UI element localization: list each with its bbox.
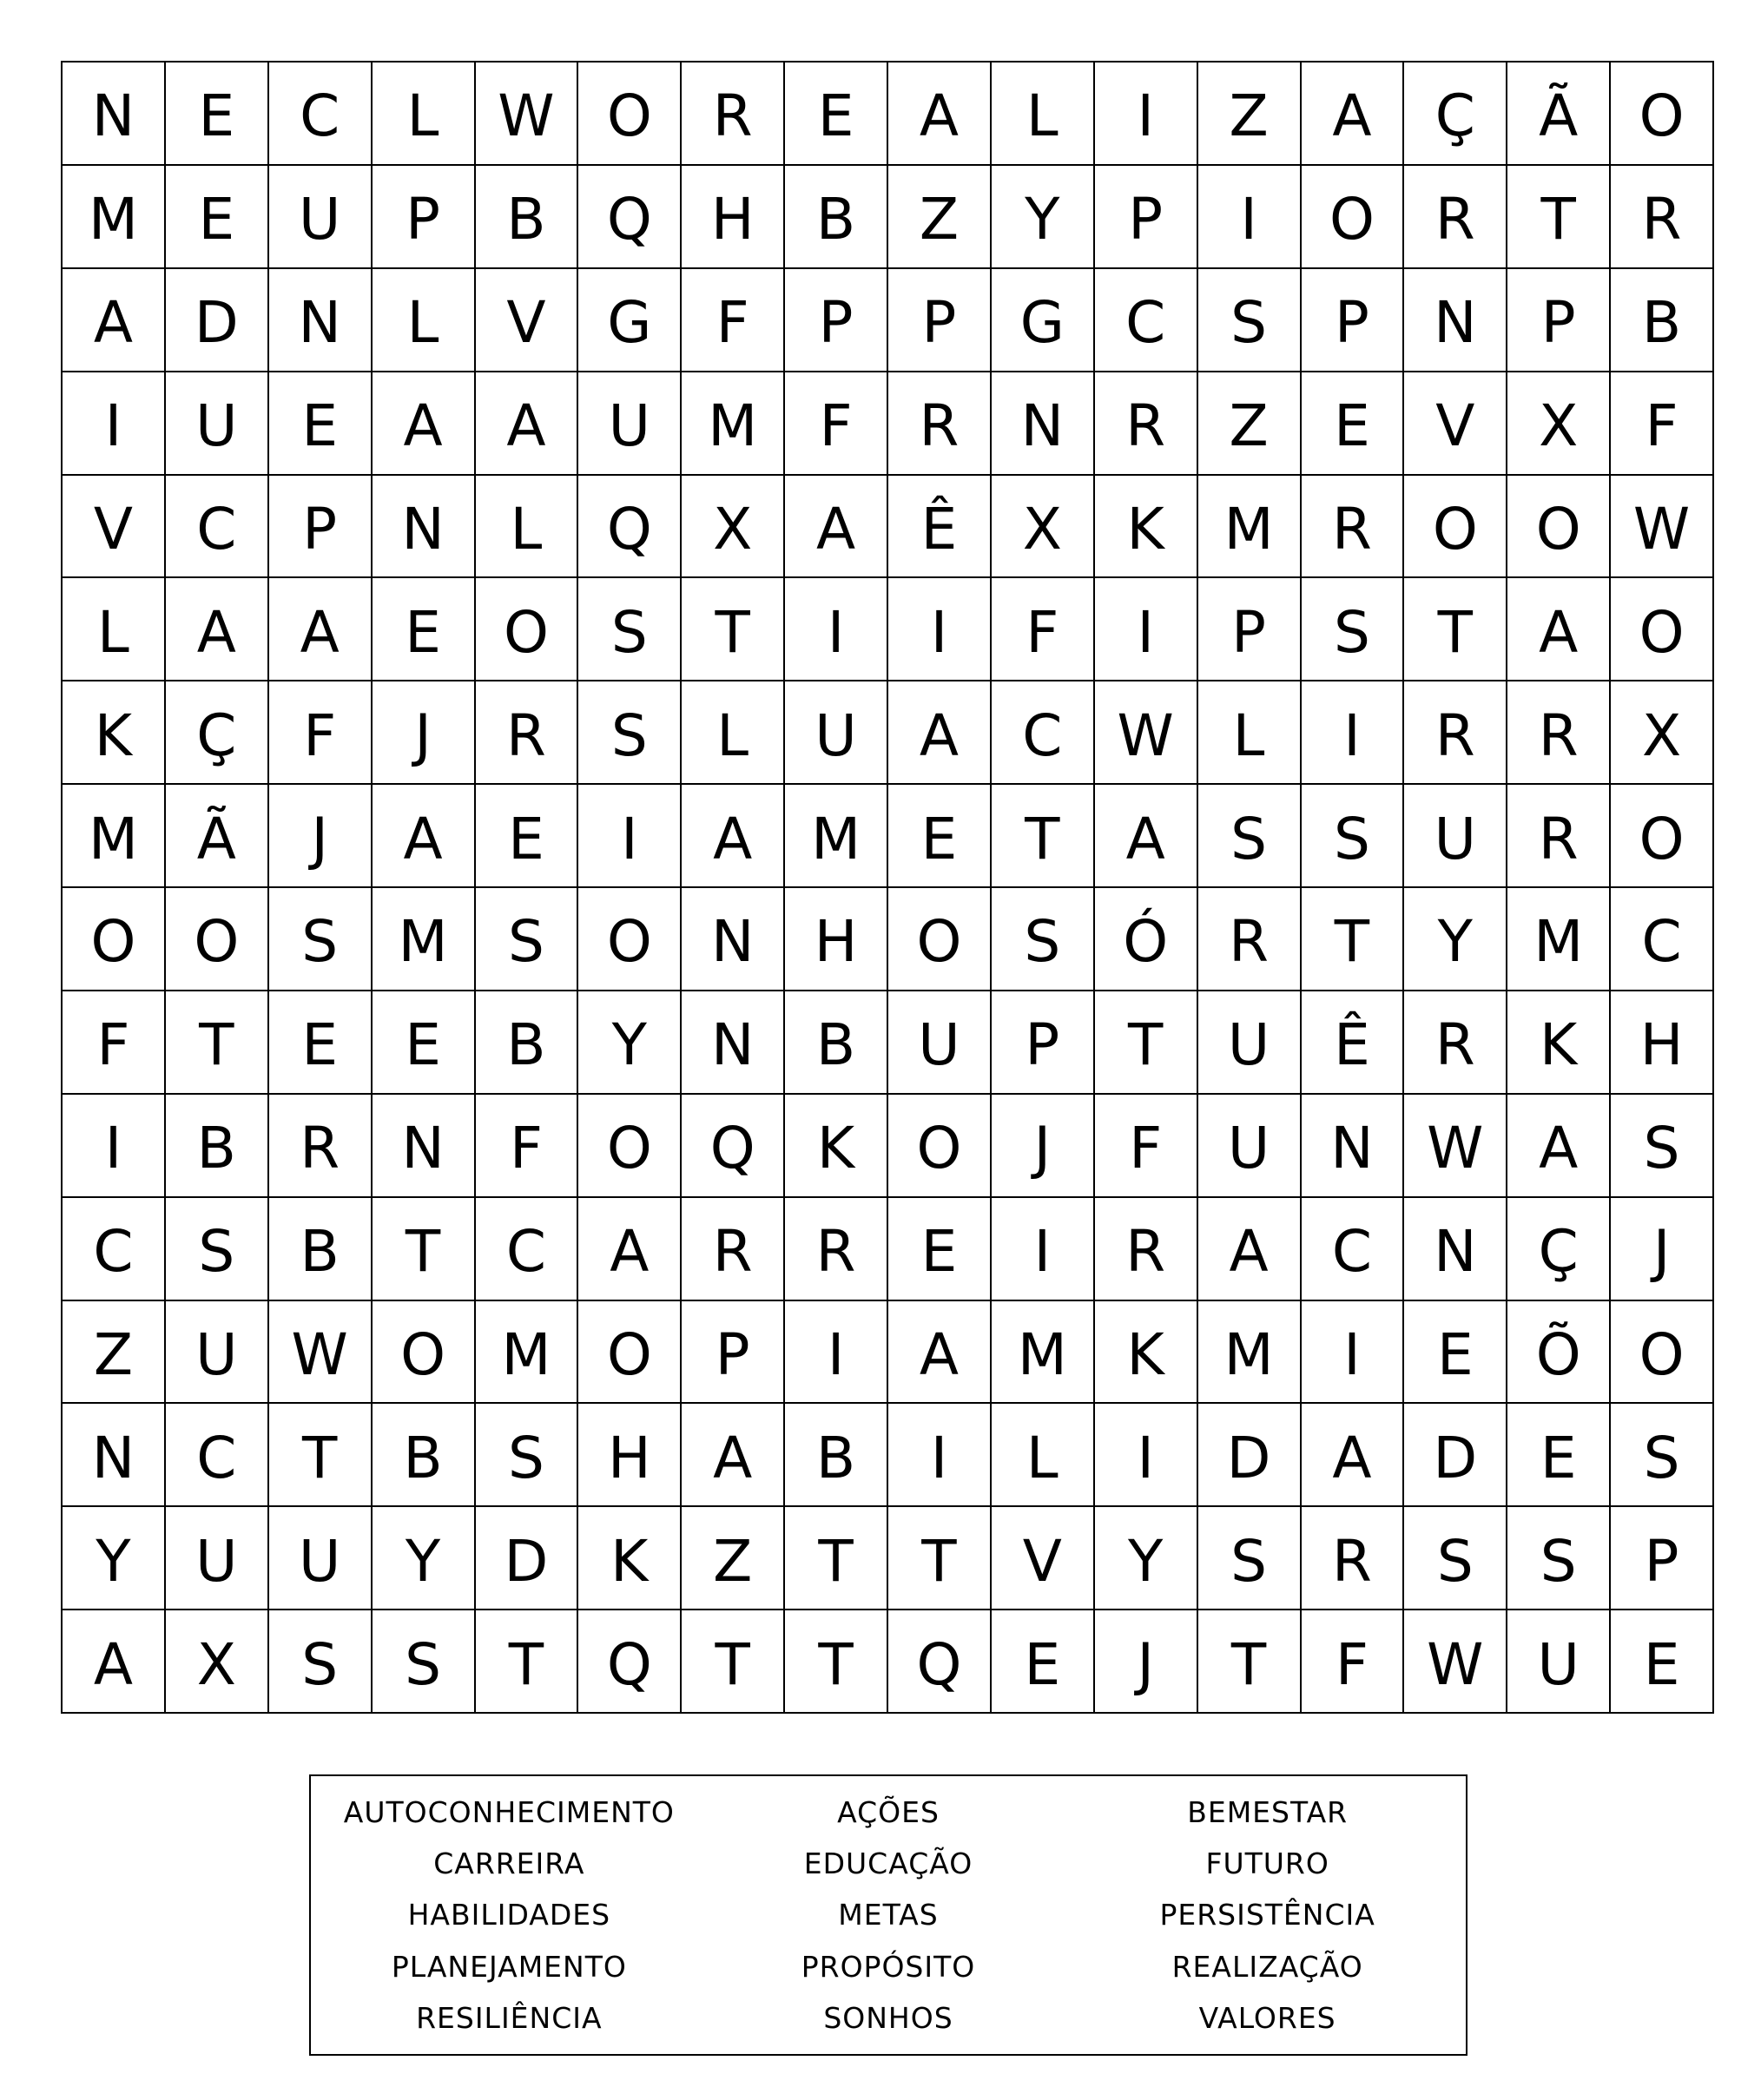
- grid-cell[interactable]: Q: [578, 166, 682, 269]
- grid-cell[interactable]: S: [1198, 1507, 1302, 1610]
- grid-cell[interactable]: I: [785, 578, 888, 681]
- grid-cell[interactable]: Ç: [1507, 1198, 1611, 1301]
- grid-cell[interactable]: M: [1198, 1301, 1302, 1405]
- grid-cell[interactable]: I: [1302, 1301, 1405, 1405]
- grid-cell[interactable]: W: [1404, 1610, 1507, 1714]
- grid-cell[interactable]: F: [1611, 372, 1714, 476]
- grid-cell[interactable]: B: [166, 1095, 269, 1198]
- grid-cell[interactable]: A: [63, 1610, 166, 1714]
- grid-cell[interactable]: L: [992, 63, 1095, 166]
- grid-cell[interactable]: P: [269, 476, 373, 579]
- word-bank-item: RESILIÊNCIA: [416, 2000, 603, 2035]
- grid-cell[interactable]: R: [1404, 681, 1507, 785]
- grid-cell[interactable]: R: [785, 1198, 888, 1301]
- word-bank-item: FUTURO: [1205, 1847, 1329, 1881]
- grid-cell[interactable]: A: [888, 63, 992, 166]
- grid-cell[interactable]: F: [63, 991, 166, 1095]
- grid-cell[interactable]: N: [1302, 1095, 1405, 1198]
- grid-cell[interactable]: H: [1611, 991, 1714, 1095]
- grid-cell[interactable]: A: [1302, 63, 1405, 166]
- grid-cell[interactable]: A: [888, 681, 992, 785]
- grid-cell[interactable]: E: [269, 372, 373, 476]
- grid-cell[interactable]: T: [1507, 166, 1611, 269]
- grid-cell[interactable]: T: [1302, 888, 1405, 991]
- word-bank-item: EDUCAÇÃO: [803, 1847, 973, 1881]
- grid-cell[interactable]: Q: [888, 1610, 992, 1714]
- grid-cell[interactable]: R: [1507, 681, 1611, 785]
- grid-cell[interactable]: Z: [888, 166, 992, 269]
- grid-cell[interactable]: T: [269, 1404, 373, 1507]
- grid-cell[interactable]: R: [1198, 888, 1302, 991]
- grid-cell[interactable]: E: [1507, 1404, 1611, 1507]
- grid-cell[interactable]: H: [578, 1404, 682, 1507]
- grid-cell[interactable]: N: [1404, 269, 1507, 372]
- grid-cell[interactable]: O: [1507, 476, 1611, 579]
- grid-cell[interactable]: T: [992, 785, 1095, 888]
- grid-cell[interactable]: E: [1302, 372, 1405, 476]
- grid-cell[interactable]: O: [166, 888, 269, 991]
- grid-cell[interactable]: U: [1507, 1610, 1611, 1714]
- grid-cell[interactable]: L: [373, 63, 476, 166]
- grid-cell[interactable]: J: [373, 681, 476, 785]
- grid-cell[interactable]: A: [1302, 1404, 1405, 1507]
- grid-cell[interactable]: A: [1507, 578, 1611, 681]
- grid-cell[interactable]: T: [373, 1198, 476, 1301]
- grid-cell[interactable]: Ã: [166, 785, 269, 888]
- grid-cell[interactable]: A: [63, 269, 166, 372]
- grid-cell[interactable]: M: [373, 888, 476, 991]
- grid-cell[interactable]: D: [166, 269, 269, 372]
- grid-cell[interactable]: B: [476, 166, 579, 269]
- grid-cell[interactable]: A: [682, 785, 785, 888]
- grid-cell[interactable]: O: [1302, 166, 1405, 269]
- grid-cell[interactable]: B: [269, 1198, 373, 1301]
- grid-cell[interactable]: Ó: [1095, 888, 1198, 991]
- grid-cell[interactable]: Y: [578, 991, 682, 1095]
- grid-cell[interactable]: Z: [682, 1507, 785, 1610]
- grid-cell[interactable]: U: [785, 681, 888, 785]
- grid-cell[interactable]: S: [992, 888, 1095, 991]
- grid-cell[interactable]: A: [269, 578, 373, 681]
- grid-cell[interactable]: U: [888, 991, 992, 1095]
- word-bank-item: HABILIDADES: [407, 1898, 611, 1932]
- grid-cell[interactable]: S: [1198, 269, 1302, 372]
- grid-cell[interactable]: B: [373, 1404, 476, 1507]
- grid-cell[interactable]: E: [269, 991, 373, 1095]
- grid-cell[interactable]: X: [682, 476, 785, 579]
- grid-cell[interactable]: S: [1198, 785, 1302, 888]
- grid-cell[interactable]: O: [578, 1301, 682, 1405]
- word-search-grid: [61, 61, 1714, 1714]
- grid-cell[interactable]: U: [1198, 991, 1302, 1095]
- grid-cell[interactable]: E: [785, 63, 888, 166]
- grid-cell[interactable]: R: [1404, 166, 1507, 269]
- grid-cell[interactable]: W: [1404, 1095, 1507, 1198]
- grid-cell[interactable]: K: [1095, 476, 1198, 579]
- grid-cell[interactable]: R: [1507, 785, 1611, 888]
- grid-cell[interactable]: E: [992, 1610, 1095, 1714]
- grid-cell[interactable]: T: [888, 1507, 992, 1610]
- grid-cell[interactable]: L: [992, 1404, 1095, 1507]
- grid-cell[interactable]: M: [476, 1301, 579, 1405]
- grid-cell[interactable]: W: [1611, 476, 1714, 579]
- grid-cell[interactable]: B: [476, 991, 579, 1095]
- grid-cell[interactable]: M: [63, 785, 166, 888]
- grid-cell[interactable]: E: [1611, 1610, 1714, 1714]
- grid-cell[interactable]: U: [1198, 1095, 1302, 1198]
- grid-cell[interactable]: R: [1404, 991, 1507, 1095]
- grid-cell[interactable]: M: [785, 785, 888, 888]
- word-bank-item: PERSISTÊNCIA: [1159, 1898, 1375, 1932]
- grid-cell[interactable]: M: [1198, 476, 1302, 579]
- grid-cell[interactable]: O: [888, 888, 992, 991]
- grid-cell[interactable]: Q: [578, 1610, 682, 1714]
- grid-cell[interactable]: I: [63, 1095, 166, 1198]
- grid-cell[interactable]: G: [578, 269, 682, 372]
- grid-cell[interactable]: P: [1198, 578, 1302, 681]
- grid-cell[interactable]: D: [476, 1507, 579, 1610]
- grid-cell[interactable]: N: [1404, 1198, 1507, 1301]
- word-bank-item: PROPÓSITO: [801, 1949, 976, 1984]
- grid-cell[interactable]: S: [373, 1610, 476, 1714]
- grid-cell[interactable]: S: [1302, 578, 1405, 681]
- grid-cell[interactable]: O: [578, 1095, 682, 1198]
- grid-cell[interactable]: S: [269, 888, 373, 991]
- grid-cell[interactable]: O: [578, 888, 682, 991]
- grid-cell[interactable]: A: [888, 1301, 992, 1405]
- grid-cell[interactable]: P: [992, 991, 1095, 1095]
- grid-cell[interactable]: K: [1507, 991, 1611, 1095]
- grid-cell[interactable]: P: [785, 269, 888, 372]
- grid-cell[interactable]: D: [1198, 1404, 1302, 1507]
- grid-cell[interactable]: N: [992, 372, 1095, 476]
- grid-cell[interactable]: A: [373, 372, 476, 476]
- grid-cell[interactable]: Q: [682, 1095, 785, 1198]
- grid-cell[interactable]: Z: [1198, 372, 1302, 476]
- grid-cell[interactable]: C: [63, 1198, 166, 1301]
- grid-cell[interactable]: B: [785, 1404, 888, 1507]
- grid-cell[interactable]: X: [166, 1610, 269, 1714]
- grid-cell[interactable]: I: [785, 1301, 888, 1405]
- grid-cell[interactable]: N: [682, 991, 785, 1095]
- grid-cell[interactable]: U: [166, 1301, 269, 1405]
- grid-cell[interactable]: U: [166, 372, 269, 476]
- grid-cell[interactable]: F: [269, 681, 373, 785]
- grid-cell[interactable]: X: [992, 476, 1095, 579]
- grid-cell[interactable]: J: [992, 1095, 1095, 1198]
- grid-cell[interactable]: S: [1611, 1095, 1714, 1198]
- grid-cell[interactable]: O: [63, 888, 166, 991]
- grid-cell[interactable]: E: [373, 991, 476, 1095]
- grid-cell[interactable]: N: [63, 63, 166, 166]
- grid-cell[interactable]: S: [476, 1404, 579, 1507]
- grid-cell[interactable]: A: [578, 1198, 682, 1301]
- grid-cell[interactable]: I: [63, 372, 166, 476]
- grid-cell[interactable]: O: [1404, 476, 1507, 579]
- grid-cell[interactable]: W: [269, 1301, 373, 1405]
- grid-cell[interactable]: M: [682, 372, 785, 476]
- grid-cell[interactable]: R: [888, 372, 992, 476]
- grid-cell[interactable]: O: [373, 1301, 476, 1405]
- word-bank-item: AUTOCONHECIMENTO: [343, 1795, 675, 1830]
- grid-cell[interactable]: R: [1611, 166, 1714, 269]
- grid-cell[interactable]: U: [269, 166, 373, 269]
- grid-cell[interactable]: O: [578, 63, 682, 166]
- grid-cell[interactable]: S: [578, 681, 682, 785]
- grid-cell[interactable]: J: [1095, 1610, 1198, 1714]
- grid-cell[interactable]: C: [166, 1404, 269, 1507]
- grid-cell[interactable]: S: [476, 888, 579, 991]
- grid-cell[interactable]: C: [992, 681, 1095, 785]
- grid-cell[interactable]: K: [578, 1507, 682, 1610]
- grid-cell[interactable]: K: [785, 1095, 888, 1198]
- grid-cell[interactable]: I: [1302, 681, 1405, 785]
- grid-cell[interactable]: F: [682, 269, 785, 372]
- grid-cell[interactable]: F: [1095, 1095, 1198, 1198]
- grid-cell[interactable]: F: [1302, 1610, 1405, 1714]
- grid-cell[interactable]: P: [682, 1301, 785, 1405]
- grid-cell[interactable]: W: [1095, 681, 1198, 785]
- grid-cell[interactable]: Y: [373, 1507, 476, 1610]
- grid-cell[interactable]: S: [1611, 1404, 1714, 1507]
- grid-cell[interactable]: Ç: [1404, 63, 1507, 166]
- grid-cell[interactable]: T: [1095, 991, 1198, 1095]
- grid-cell[interactable]: I: [1095, 63, 1198, 166]
- grid-cell[interactable]: E: [888, 785, 992, 888]
- grid-cell[interactable]: Z: [1198, 63, 1302, 166]
- grid-cell[interactable]: Ã: [1507, 63, 1611, 166]
- grid-cell[interactable]: I: [578, 785, 682, 888]
- grid-cell[interactable]: B: [785, 166, 888, 269]
- word-bank: [309, 1774, 1468, 2056]
- grid-cell[interactable]: Q: [578, 476, 682, 579]
- grid-cell[interactable]: L: [476, 476, 579, 579]
- grid-cell[interactable]: F: [476, 1095, 579, 1198]
- grid-cell[interactable]: C: [166, 476, 269, 579]
- word-bank-item: METAS: [838, 1898, 939, 1932]
- grid-cell[interactable]: O: [1611, 578, 1714, 681]
- grid-cell[interactable]: A: [373, 785, 476, 888]
- grid-cell[interactable]: T: [682, 1610, 785, 1714]
- grid-cell[interactable]: S: [1507, 1507, 1611, 1610]
- grid-cell[interactable]: M: [992, 1301, 1095, 1405]
- grid-cell[interactable]: C: [269, 63, 373, 166]
- grid-cell[interactable]: Ê: [1302, 991, 1405, 1095]
- word-bank-item: PLANEJAMENTO: [391, 1949, 627, 1984]
- grid-cell[interactable]: O: [1611, 785, 1714, 888]
- grid-cell[interactable]: R: [1095, 1198, 1198, 1301]
- word-bank-item: REALIZAÇÃO: [1171, 1949, 1363, 1984]
- grid-cell[interactable]: I: [992, 1198, 1095, 1301]
- grid-cell[interactable]: E: [373, 578, 476, 681]
- grid-cell[interactable]: Y: [63, 1507, 166, 1610]
- grid-cell[interactable]: S: [1404, 1507, 1507, 1610]
- grid-cell[interactable]: R: [476, 681, 579, 785]
- word-bank-item: SONHOS: [823, 2000, 953, 2035]
- grid-cell[interactable]: C: [476, 1198, 579, 1301]
- grid-cell[interactable]: C: [1611, 888, 1714, 991]
- grid-cell[interactable]: B: [1611, 269, 1714, 372]
- word-bank-item: VALORES: [1198, 2000, 1336, 2035]
- grid-cell[interactable]: L: [373, 269, 476, 372]
- grid-cell[interactable]: U: [1404, 785, 1507, 888]
- grid-cell[interactable]: S: [166, 1198, 269, 1301]
- grid-cell[interactable]: Y: [992, 166, 1095, 269]
- grid-cell[interactable]: R: [1095, 372, 1198, 476]
- grid-cell[interactable]: N: [63, 1404, 166, 1507]
- grid-cell[interactable]: I: [888, 578, 992, 681]
- grid-cell[interactable]: O: [476, 578, 579, 681]
- grid-cell[interactable]: I: [1095, 1404, 1198, 1507]
- grid-cell[interactable]: P: [1302, 269, 1405, 372]
- grid-cell[interactable]: J: [1611, 1198, 1714, 1301]
- grid-cell[interactable]: I: [1095, 578, 1198, 681]
- grid-cell[interactable]: A: [785, 476, 888, 579]
- grid-cell[interactable]: U: [166, 1507, 269, 1610]
- grid-cell[interactable]: I: [1198, 166, 1302, 269]
- grid-cell[interactable]: O: [1611, 1301, 1714, 1405]
- grid-cell[interactable]: O: [888, 1095, 992, 1198]
- grid-cell[interactable]: F: [785, 372, 888, 476]
- grid-cell[interactable]: Ç: [166, 681, 269, 785]
- grid-cell[interactable]: A: [166, 578, 269, 681]
- word-bank-item: CARREIRA: [433, 1847, 585, 1881]
- grid-cell[interactable]: U: [578, 372, 682, 476]
- grid-cell[interactable]: I: [888, 1404, 992, 1507]
- grid-cell[interactable]: A: [682, 1404, 785, 1507]
- grid-cell[interactable]: N: [682, 888, 785, 991]
- grid-cell[interactable]: T: [166, 991, 269, 1095]
- grid-cell[interactable]: T: [1404, 578, 1507, 681]
- grid-cell[interactable]: W: [476, 63, 579, 166]
- grid-cell[interactable]: S: [578, 578, 682, 681]
- grid-cell[interactable]: P: [1507, 269, 1611, 372]
- grid-cell[interactable]: Y: [1095, 1507, 1198, 1610]
- grid-cell[interactable]: T: [785, 1610, 888, 1714]
- grid-cell[interactable]: P: [888, 269, 992, 372]
- grid-cell[interactable]: E: [476, 785, 579, 888]
- grid-cell[interactable]: N: [269, 269, 373, 372]
- grid-cell[interactable]: N: [373, 476, 476, 579]
- grid-cell[interactable]: R: [269, 1095, 373, 1198]
- grid-cell[interactable]: L: [682, 681, 785, 785]
- grid-cell[interactable]: A: [476, 372, 579, 476]
- grid-cell[interactable]: Õ: [1507, 1301, 1611, 1405]
- grid-cell[interactable]: R: [682, 1198, 785, 1301]
- grid-cell[interactable]: P: [1611, 1507, 1714, 1610]
- grid-cell[interactable]: T: [476, 1610, 579, 1714]
- grid-cell[interactable]: H: [785, 888, 888, 991]
- grid-cell[interactable]: V: [63, 476, 166, 579]
- grid-cell[interactable]: P: [373, 166, 476, 269]
- grid-cell[interactable]: E: [888, 1198, 992, 1301]
- word-bank-item: AÇÕES: [837, 1795, 940, 1830]
- grid-cell[interactable]: T: [1198, 1610, 1302, 1714]
- grid-cell[interactable]: A: [1198, 1198, 1302, 1301]
- grid-cell[interactable]: P: [1095, 166, 1198, 269]
- grid-cell[interactable]: S: [1302, 785, 1405, 888]
- grid-cell[interactable]: R: [682, 63, 785, 166]
- grid-cell[interactable]: U: [269, 1507, 373, 1610]
- grid-cell[interactable]: V: [1404, 372, 1507, 476]
- grid-cell[interactable]: L: [63, 578, 166, 681]
- grid-cell[interactable]: Ê: [888, 476, 992, 579]
- grid-cell[interactable]: R: [1302, 1507, 1405, 1610]
- grid-cell[interactable]: M: [1507, 888, 1611, 991]
- grid-cell[interactable]: X: [1611, 681, 1714, 785]
- grid-cell[interactable]: F: [992, 578, 1095, 681]
- grid-cell[interactable]: Y: [1404, 888, 1507, 991]
- grid-cell[interactable]: A: [1507, 1095, 1611, 1198]
- grid-cell[interactable]: C: [1095, 269, 1198, 372]
- grid-cell[interactable]: A: [1095, 785, 1198, 888]
- grid-cell[interactable]: O: [1611, 63, 1714, 166]
- grid-cell[interactable]: L: [1198, 681, 1302, 785]
- grid-cell[interactable]: V: [476, 269, 579, 372]
- grid-cell[interactable]: T: [682, 578, 785, 681]
- word-bank-item: BEMESTAR: [1187, 1795, 1349, 1830]
- grid-cell[interactable]: D: [1404, 1404, 1507, 1507]
- grid-cell[interactable]: T: [785, 1507, 888, 1610]
- grid-cell[interactable]: N: [373, 1095, 476, 1198]
- grid-cell[interactable]: C: [1302, 1198, 1405, 1301]
- grid-cell[interactable]: V: [992, 1507, 1095, 1610]
- grid-cell[interactable]: E: [166, 63, 269, 166]
- grid-cell[interactable]: R: [1302, 476, 1405, 579]
- grid-cell[interactable]: H: [682, 166, 785, 269]
- grid-cell[interactable]: E: [1404, 1301, 1507, 1405]
- grid-cell[interactable]: M: [63, 166, 166, 269]
- grid-cell[interactable]: K: [63, 681, 166, 785]
- grid-cell[interactable]: B: [785, 991, 888, 1095]
- grid-cell[interactable]: E: [166, 166, 269, 269]
- grid-cell[interactable]: X: [1507, 372, 1611, 476]
- grid-cell[interactable]: G: [992, 269, 1095, 372]
- grid-cell[interactable]: Z: [63, 1301, 166, 1405]
- grid-cell[interactable]: J: [269, 785, 373, 888]
- grid-cell[interactable]: S: [269, 1610, 373, 1714]
- grid-cell[interactable]: K: [1095, 1301, 1198, 1405]
